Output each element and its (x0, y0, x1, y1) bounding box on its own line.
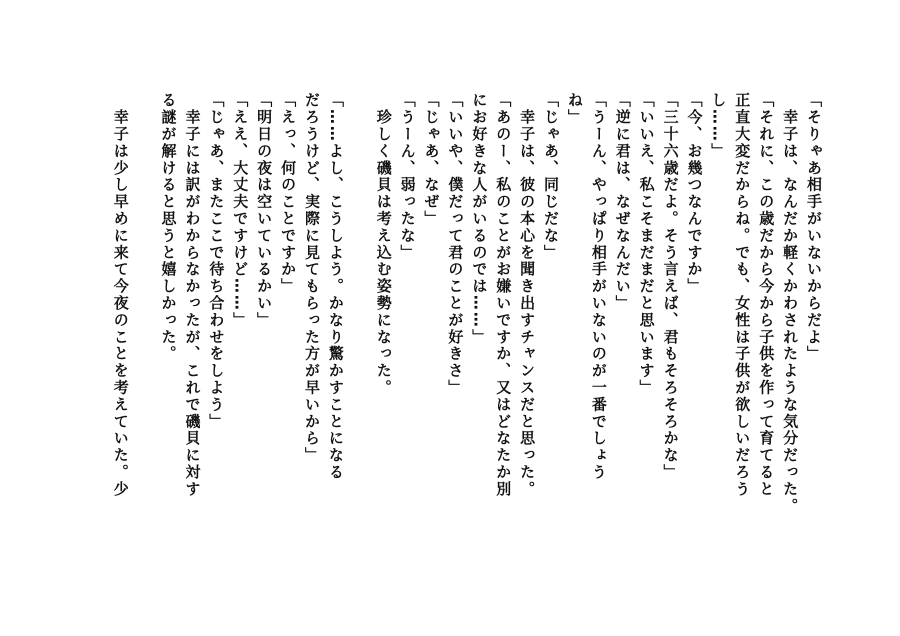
text-line: 「逆に君は、なぜなんだい」 (613, 92, 632, 312)
blank-line (132, 92, 156, 612)
text-line: 珍しく磯貝は考え込む姿勢になった。 (374, 92, 393, 397)
text-line: 「明日の夜は空いているかい」 (255, 92, 274, 329)
text-line: 「じゃあ、同じだな」 (542, 92, 561, 261)
text-line: だろうけど、実際に見てもらった方が早いから」 (302, 92, 321, 464)
text-line: 「それに、この歳だから今から子供を作って育てると (757, 92, 776, 498)
text-line: にお好きな人がいるのでは……」 (470, 92, 489, 346)
text-line: 「うーん、弱ったな」 (398, 92, 417, 261)
text-line: 「じゃあ、またここで待ち合わせをしよう」 (207, 92, 226, 430)
text-line: 正直大変だからね。でも、女性は子供が欲しいだろう (733, 92, 752, 498)
text-line: し……」 (709, 92, 728, 160)
text-line: 幸子は少し早めに来て今夜のことを考えていた。少 (111, 92, 130, 498)
text-line: 「じゃあ、なぜ」 (422, 92, 441, 228)
text-line: 「いいえ、私こそまだまだと思います」 (637, 92, 656, 397)
text-line: 幸子は、彼の本心を聞き出すチャンスだと思った。 (518, 92, 537, 498)
text-line: 「三十六歳だよ。そう言えば、君もそろそろかな」 (661, 92, 680, 481)
text-line: ね」 (565, 92, 584, 126)
text-line: 「あのー、私のことがお嫌いですか、又はどなたか別 (494, 92, 513, 498)
text-line: 「えっ、何のことですか」 (279, 92, 298, 295)
text-line: 幸子は、なんだか軽くかわされたような気分だった。 (781, 92, 800, 515)
text-line: 幸子には訳がわからなかったが、これで磯貝に対す (183, 92, 202, 498)
text-line: 「今、お幾つなんですか」 (685, 92, 704, 295)
text-line: る謎が解けると思うと嬉しかった。 (159, 92, 178, 363)
text-line: 「うーん、やっぱり相手がいないのが一番でしょう (589, 92, 608, 481)
text-line: 「いいや、僕だって君のことが好きさ」 (446, 92, 465, 397)
text-line: 「ええ、大丈夫ですけど……」 (231, 92, 250, 329)
blank-line (347, 92, 371, 612)
vertical-text-body (108, 92, 825, 612)
text-line: 「……よし、こうしよう。かなり驚かすことになる (326, 92, 345, 481)
text-line: 「そりゃあ相手がいないからだよ」 (805, 92, 823, 363)
